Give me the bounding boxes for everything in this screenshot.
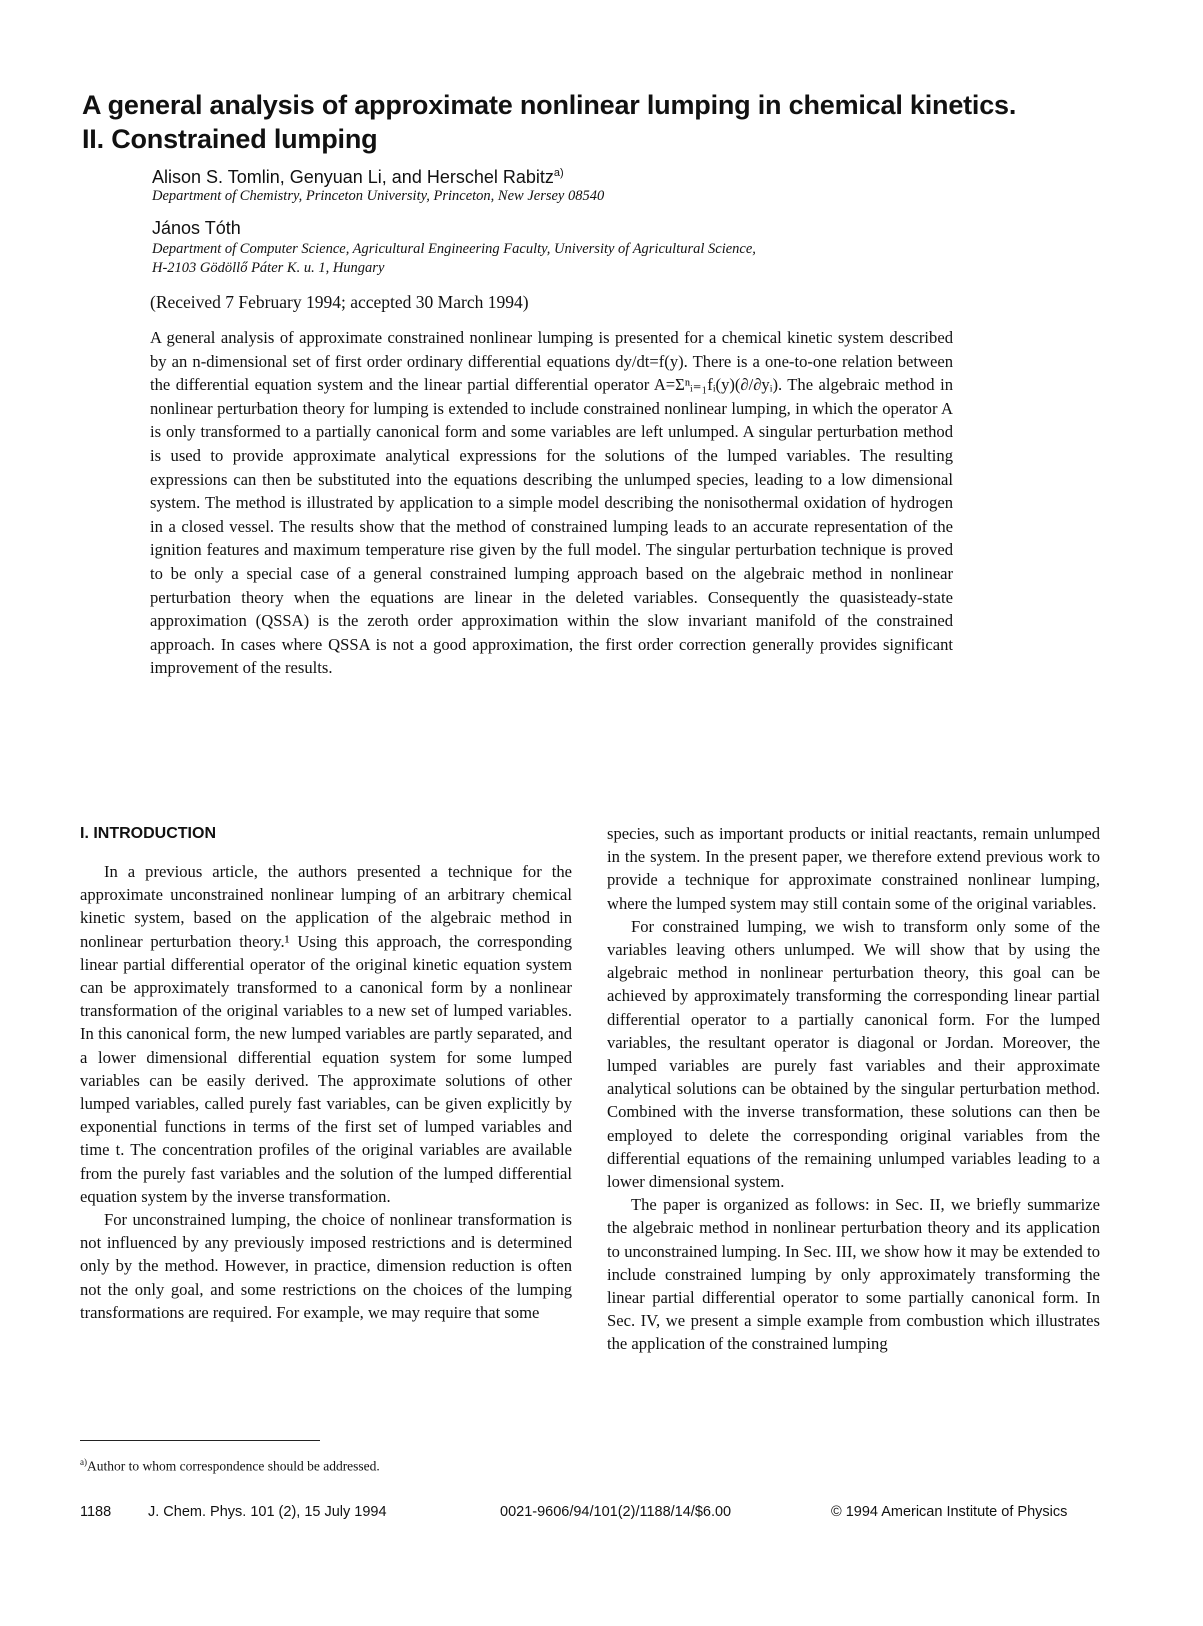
paragraph: species, such as important products or initial reactants, remain unlumped in the system. In the present paper, we therefore extend previous work to provide a technique for approximate constrained nonlinear lumping, where the lumped system may still contain some of the original variables. [607, 824, 1100, 913]
affiliation-2-line-2: H-2103 Gödöllő Páter K. u. 1, Hungary [152, 260, 385, 276]
paragraph: The paper is organized as follows: in Sec. II, we briefly summarize the algebraic method in nonlinear perturbation theory and its application to unconstrained lumping. In Sec. III, we show how it may be extended to include constrained lumping by only approximately transforming the linear partial differential operator to some partially canonical form. In Sec. IV, we present a simple example from combustion which illustrates the application of the constrained lumping [607, 1195, 1100, 1354]
affiliation-1: Department of Chemistry, Princeton University, Princeton, New Jersey 08540 [152, 188, 605, 204]
author-note-marker: a) [553, 167, 564, 179]
article-code: 0021-9606/94/101(2)/1188/14/$6.00 [500, 1504, 732, 1520]
author-names-2: János Tóth [152, 218, 241, 238]
paragraph: In a previous article, the authors presented a technique for the approximate unconstrained nonlinear lumping of an arbitrary chemical kinetic system, based on the application of the algebraic method in nonlinear perturbation theory.¹ Using this approach, the corresponding linear partial differential operator of the original kinetic equation system can be approximately transformed to a canonical form by a nonlinear transformation of the original variables to a new set of lumped variables. In this canonical form, the new lumped variables are partly separated, and a lower dimensional differential equation system for some lumped variables can be easily derived. The approximate solutions of other lumped variables, called purely fast variables, can be given explicitly by exponential functions in terms of the first set of lumped variables and time t. The concentration profiles of the original variables are available from the purely fast variables and the solution of the lumped differential equation system by the inverse transformation. [80, 862, 572, 1206]
copyright-notice: © 1994 American Institute of Physics [831, 1504, 1068, 1520]
section-heading-introduction: I. INTRODUCTION [80, 825, 216, 842]
abstract: A general analysis of approximate constrained nonlinear lumping is presented for a chemical kinetic system described by an n-dimensional set of first order ordinary differential equations dy/dt=f(y). There is a one-to-one relation between the differential equation system and the linear partial differential operator A=Σⁿᵢ₌₁fᵢ(y)(∂/∂yᵢ). The algebraic method in nonlinear perturbation theory for lumping is extended to include constrained nonlinear lumping, in which the operator A is only transformed to a partially canonical form and some variables are left unlumped. A singular perturbation method is used to provide approximate analytical expressions for the solutions of the lumped variables. The resulting expressions can then be substituted into the equations describing the unlumped species, leading to a low dimensional system. The method is illustrated by application to a simple model describing the nonisothermal oxidation of hydrogen in a closed vessel. The results show that the method of constrained lumping leads to an accurate representation of the ignition features and maximum temperature rise given by the full model. The singular perturbation technique is proved to be only a special case of a general constrained lumping approach based on the algebraic method in nonlinear perturbation theory when the equations are linear in the deleted variables. Consequently the quasisteady-state approximation (QSSA) is the zeroth order approximation within the slow invariant manifold of the constrained approach. In cases where QSSA is not a good approximation, the first order correction generally provides significant improvement of the results. [150, 328, 953, 678]
right-column [607, 822, 1100, 1356]
left-column [80, 860, 572, 1324]
footnote-text: Author to whom correspondence should be addressed. [87, 1458, 380, 1474]
paragraph: For unconstrained lumping, the choice of nonlinear transformation is not influenced by any previously imposed restrictions and is determined only by the method. However, in practice, dimension reduction is often not the only goal, and some restrictions on the choices of the lumping transformations are required. For example, we may require that some [80, 1210, 572, 1322]
footnote-divider [80, 1440, 320, 1441]
footnote [80, 1457, 380, 1475]
title-line-2: II. Constrained lumping [82, 124, 378, 154]
author-names-1: Alison S. Tomlin, Genyuan Li, and Herschel Rabitz [152, 167, 554, 187]
paragraph: For constrained lumping, we wish to transform only some of the variables leaving others unlumped. We will show that by using the algebraic method in nonlinear perturbation theory, this goal can be achieved by approximately transforming the corresponding linear partial differential operator to a partially canonical form. For the lumped variables, the resultant operator is diagonal or Jordan. Moreover, the lumped variables are purely fast variables and their approximate analytical solutions can be obtained by the singular perturbation method. Combined with the inverse transformation, these solutions can then be employed to delete the corresponding original variables from the differential equations of the remaining unlumped variables leading to a lower dimensional system. [607, 916, 1100, 1192]
title-line-1: A general analysis of approximate nonlinear lumping in chemical kinetics. [82, 90, 1017, 120]
received-dates: (Received 7 February 1994; accepted 30 March 1994) [150, 292, 529, 312]
article-title [82, 88, 1142, 156]
author-list-1 [152, 162, 564, 188]
page-number: 1188 [80, 1504, 112, 1520]
affiliation-2-line-1: Department of Computer Science, Agricultural Engineering Faculty, University of Agricultural Science, [152, 241, 756, 257]
footnote-marker: a) [80, 1457, 87, 1467]
journal-citation: J. Chem. Phys. 101 (2), 15 July 1994 [148, 1504, 387, 1520]
